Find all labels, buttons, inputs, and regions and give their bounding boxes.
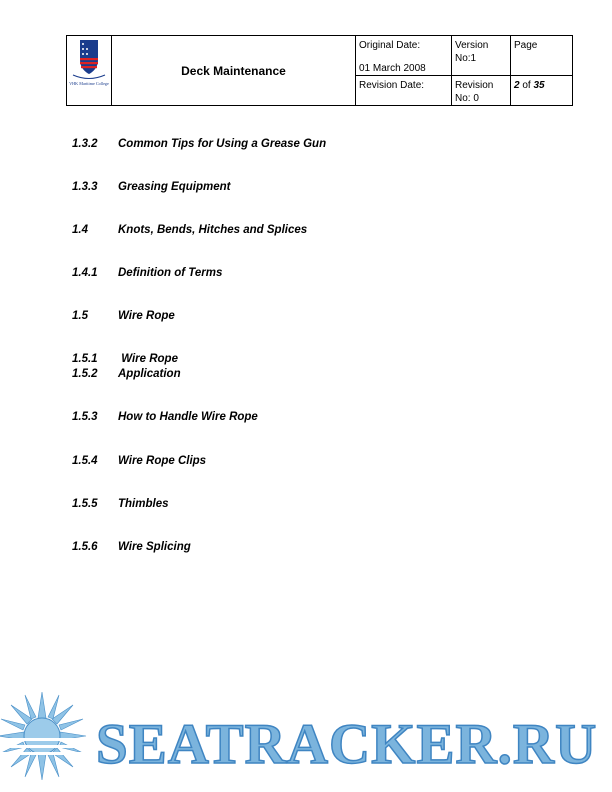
watermark-text: SEATRACKER.RU	[96, 713, 598, 776]
section-heading: 1.5.6 Wire Splicing	[72, 541, 191, 553]
section-heading: 1.5.4 Wire Rope Clips	[72, 455, 207, 467]
section-heading: 1.5.5 Thimbles	[72, 498, 169, 510]
section-heading: 1.5 Wire Rope	[72, 310, 175, 322]
section-heading: 1.4.1 Definition of Terms	[72, 267, 223, 279]
page-of: of	[522, 80, 531, 91]
logo-caption: VHK Maritime College	[69, 81, 109, 86]
page-current: 2	[514, 80, 520, 91]
revision-date-label: Revision Date:	[359, 80, 425, 91]
section-heading: 1.5.2 Application	[72, 368, 181, 380]
revision-no-label: Revision No: 0	[455, 80, 494, 104]
section-heading: 1.3.3 Greasing Equipment	[72, 181, 231, 193]
college-logo-icon	[69, 38, 109, 80]
page-number-cell	[511, 76, 573, 106]
original-date-cell	[356, 36, 452, 76]
revision-date-cell	[356, 76, 452, 106]
version-cell	[452, 36, 511, 76]
logo-cell	[67, 36, 112, 106]
page-label-cell	[511, 36, 573, 76]
page-total: 35	[533, 80, 545, 91]
section-heading: 1.5.1 Wire Rope	[72, 353, 178, 365]
section-heading: 1.5.3 How to Handle Wire Rope	[72, 411, 258, 423]
page-label: Page	[514, 40, 538, 51]
document-header-table	[66, 35, 573, 106]
revision-no-cell	[452, 76, 511, 106]
section-heading: 1.3.2 Common Tips for Using a Grease Gun	[72, 138, 327, 150]
version-label: Version No:1	[455, 40, 489, 64]
original-date-label: Original Date:	[359, 40, 421, 51]
section-heading: 1.4 Knots, Bends, Hitches and Splices	[72, 224, 308, 236]
document-title: Deck Maintenance	[181, 63, 286, 78]
original-date-value: 01 March 2008	[359, 63, 426, 74]
document-title-cell	[112, 36, 356, 106]
